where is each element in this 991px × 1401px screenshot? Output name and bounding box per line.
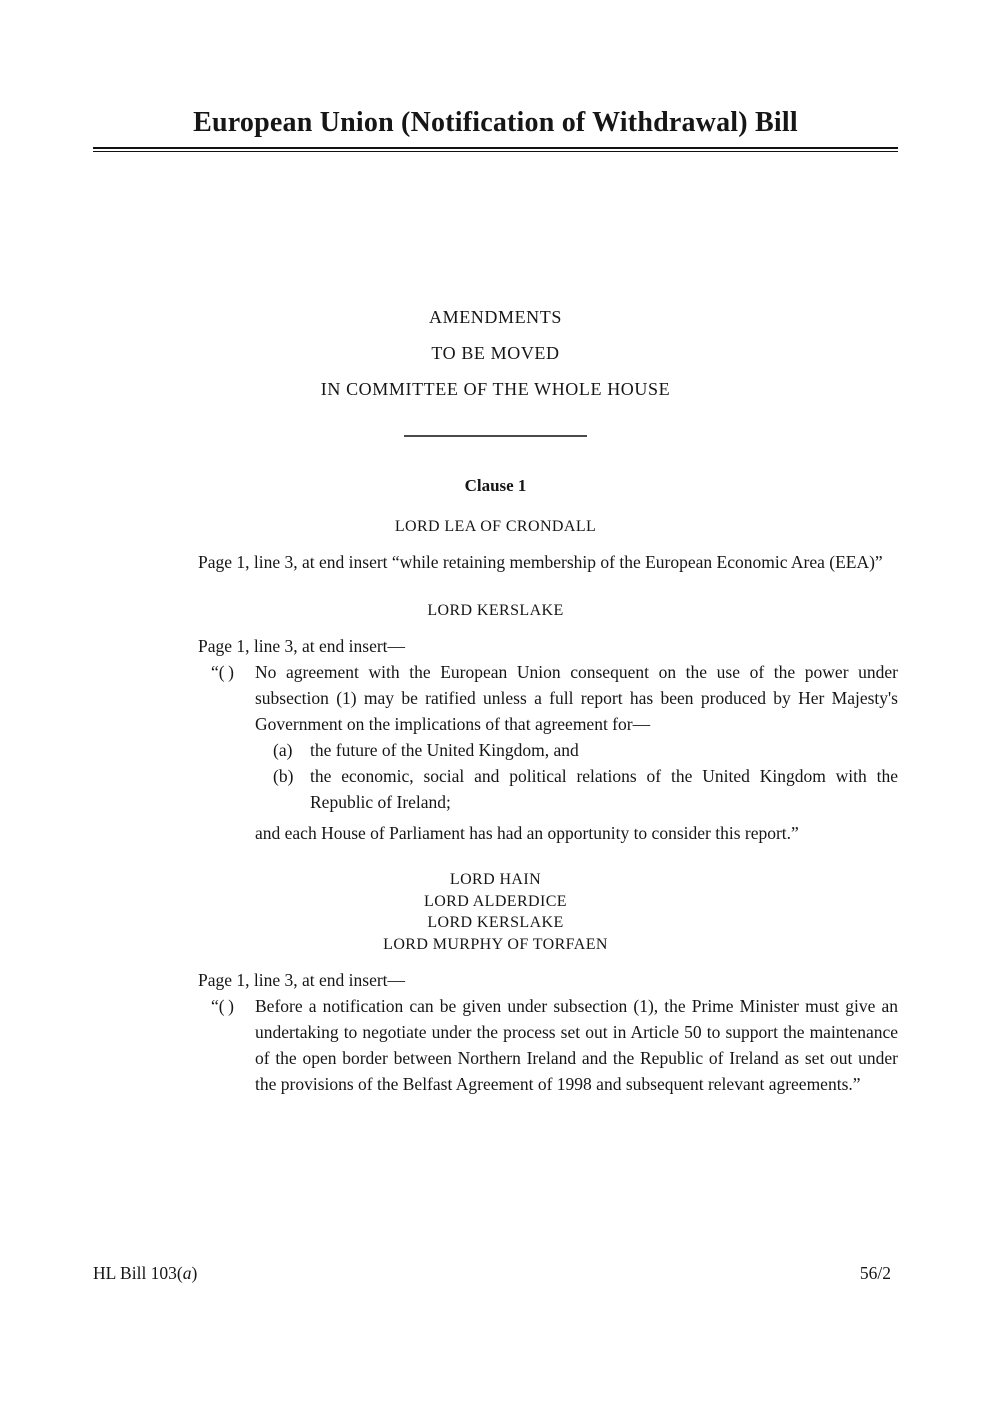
sponsor-name: LORD HAIN <box>449 871 542 888</box>
amendment-sub-item <box>273 737 898 763</box>
title-rule-thin <box>93 151 898 152</box>
sponsor-name: LORD LEA OF CRONDALL <box>394 518 597 535</box>
subsection-marker: “( ) <box>211 996 234 1016</box>
sponsor-name: LORD MURPHY OF TORFAEN <box>383 935 608 953</box>
sponsor-name: LORD KERSLAKE <box>427 914 564 931</box>
amendment-sponsors <box>93 516 898 538</box>
heading-amendments: AMENDMENTS <box>428 307 562 327</box>
subsection-marker: “( ) <box>211 662 234 682</box>
amendment-sponsors <box>93 600 898 622</box>
subsection-text: No agreement with the European Union consequent on the use of the power under subsection (1) may be ratified unless a full report has been produced by Her Majesty's Government on the implications of that agreement for— <box>255 662 898 734</box>
heading-committee: IN COMMITTEE OF THE WHOLE HOUSE <box>320 379 671 399</box>
amendment-instruction: Page 1, line 3, at end insert “while retaining membership of the European Economic Area (EEA)” <box>198 551 883 572</box>
item-marker: (a) <box>273 740 293 760</box>
footer-session-number: 56/2 <box>859 1263 891 1283</box>
item-text: the economic, social and political relations of the United Kingdom with the Republic of Ireland; <box>310 766 898 812</box>
bill-title: European Union (Notification of Withdrawal) Bill <box>193 107 798 138</box>
amendment-closing-text: and each House of Parliament has had an opportunity to consider this report.” <box>255 823 799 843</box>
footer-bill-number: HL Bill 103(a) <box>93 1263 198 1283</box>
sponsor-name: LORD ALDERDICE <box>424 892 567 910</box>
amendment-subsection <box>211 993 898 1097</box>
section-divider <box>404 435 587 437</box>
title-rule-thick <box>93 147 898 149</box>
amendment-sub-item <box>273 763 898 815</box>
sponsor-name: LORD KERSLAKE <box>427 601 564 619</box>
heading-to-be-moved: TO BE MOVED <box>431 343 560 363</box>
item-text: the future of the United Kingdom, and <box>310 740 579 760</box>
amendment-instruction: Page 1, line 3, at end insert— <box>198 970 406 990</box>
item-marker: (b) <box>273 766 294 786</box>
amendment-instruction: Page 1, line 3, at end insert— <box>198 636 406 656</box>
subsection-text: Before a notification can be given under subsection (1), the Prime Minister must give an undertaking to negotiate under the process set out in Article 50 to support the maintenance of the open border between Northern Ireland and the Republic of Ireland as set out under the provisions of the Belfast Agreement of 1998 and subsequent relevant agreements.” <box>255 996 898 1094</box>
amendment-subsection <box>211 659 898 737</box>
page-footer <box>93 1262 891 1284</box>
clause-heading: Clause 1 <box>464 476 527 495</box>
amendment-sponsors <box>93 869 898 955</box>
